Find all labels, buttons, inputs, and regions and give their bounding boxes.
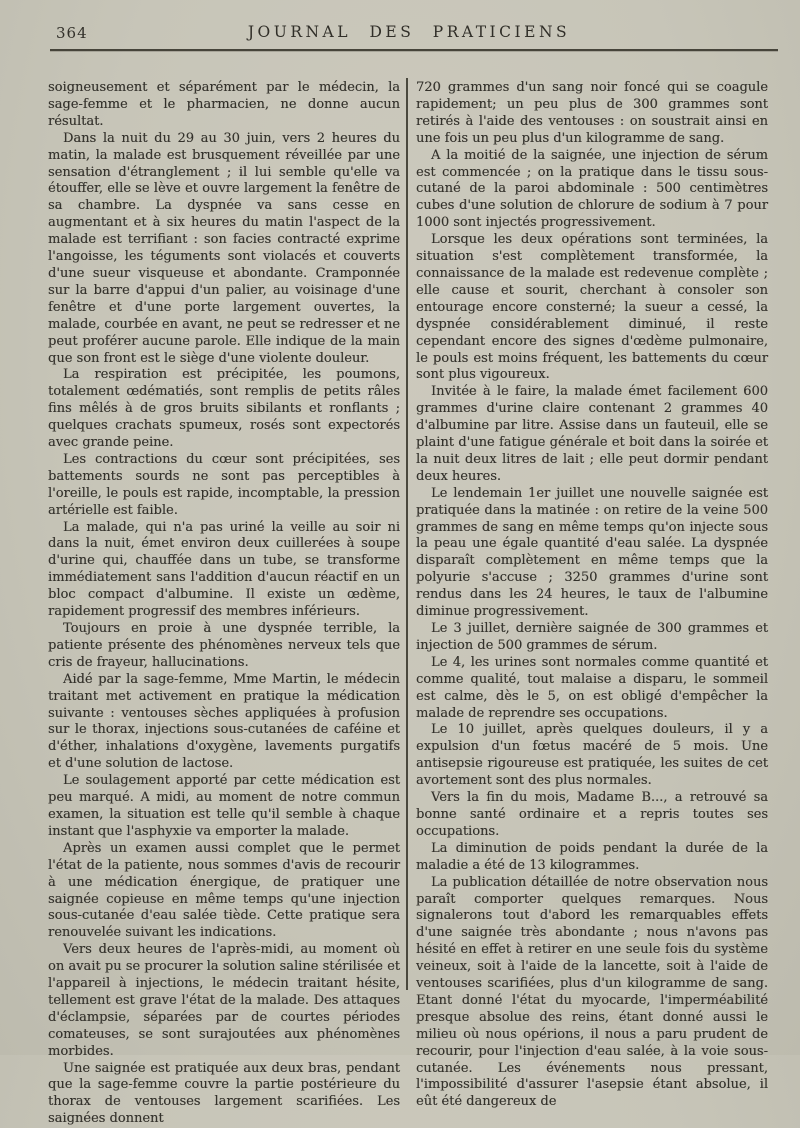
- paragraph: La respiration est précipitée, les poumons, totalement œdématiés, sont remplis de petits râles fins mêlés à de gros bruits sibilants et ronflants ; quelques crachats spumeux, rosés sont expectorés avec grande peine.: [48, 367, 400, 451]
- journal-title: JOURNAL DES PRATICIENS: [247, 23, 571, 41]
- right-column: [416, 80, 768, 1111]
- left-column: [48, 80, 400, 1128]
- paragraph: Après un examen aussi complet que le permet l'état de la patiente, nous sommes d'avis de recourir à une médication énergique, de pratiquer une saignée copieuse en même temps qu'une injection sous-cutanée d'eau salée tiède. Cette pratique sera renouvelée suivant les indications.: [48, 840, 400, 941]
- paragraph: Le 10 juillet, après quelques douleurs, il y a expulsion d'un fœtus macéré de 5 mois. Une antisepsie rigoureuse est pratiquée, les suites de cet avortement sont des plus normales.: [416, 722, 768, 789]
- page-header: [48, 22, 770, 44]
- paragraph: Les contractions du cœur sont précipitées, ses battements sourds ne sont pas perceptibles à l'oreille, le pouls est rapide, incomptable, la pression artérielle est faible.: [48, 451, 400, 518]
- paragraph: soigneusement et séparément par le médecin, la sage-femme et le pharmacien, ne donne aucun résultat.: [48, 80, 400, 129]
- paragraph: 720 grammes d'un sang noir foncé qui se coagule rapidement; un peu plus de 300 grammes sont retirés à l'aide des ventouses : on soustrait ainsi en une fois un peu plus d'un kilogramme de sang.: [416, 80, 768, 146]
- paragraph: Dans la nuit du 29 au 30 juin, vers 2 heures du matin, la malade est brusquement réveillée par une sensation d'étranglement ; il lui semble qu'elle va étouffer, elle se lève et ouvre largement la fenêtre de sa chambre. La dyspnée va sans cesse en augmentant et à six heures du matin l'aspect de la malade est terrifiant : son facies contracté exprime l'angoisse, les téguments sont violacés et couverts d'une sueur visqueuse et abondante. Cramponnée sur la barre d'appui d'un palier, au voisinage d'une fenêtre et d'une porte largement ouvertes, la malade, courbée en avant, ne peut se redresser et ne peut proférer aucune parole. Elle indique de la main que son front est le siège d'une violente douleur.: [48, 130, 400, 366]
- paragraph: Invitée à le faire, la malade émet facilement 600 grammes d'urine claire contenant 2 grammes 40 d'albumine par litre. Assise dans un fauteuil, elle se plaint d'une fatigue générale et boit dans la soirée et la nuit deux litres de lait ; elle peut dormir pendant deux heures.: [416, 384, 768, 484]
- paragraph: Le 3 juillet, dernière saignée de 300 grammes et injection de 500 grammes de sérum.: [416, 621, 768, 653]
- paragraph: La publication détaillée de notre observation nous paraît comporter quelques remarques. Nous signalerons tout d'abord les remarquables effets d'une saignée très abondante ; nous n'avons pas hésité en effet à retirer en une seule fois du système veineux, soit à l'aide de la lancette, soit à l'aide de ventouses scarifiées, plus d'un kilogramme de sang. Etant donné l'état du myocarde, l'imperméabilité presque absolue des reins, étant donné aussi le milieu où nous opérions, il nous a paru prudent de recourir, pour l'injection d'eau salée, à la voie sous-cutanée. Les événements nous pressant, l'impossibilité d'assurer l'asepsie étant absolue, il eût été dangereux de: [416, 874, 768, 1110]
- paragraph: Lorsque les deux opérations sont terminées, la situation s'est complètement transformée, la connaissance de la malade est redevenue complète ; elle cause et sourit, cherchant à consoler son entourage encore consterné; la sueur a cessé, la dyspnée considérablement diminué, il reste cependant encore des signes d'œdème pulmonaire, le pouls est moins fréquent, les battements du cœur sont plus vigoureux.: [416, 232, 768, 383]
- column-divider: [406, 78, 408, 990]
- paragraph: A la moitié de la saignée, une injection de sérum est commencée ; on la pratique dans le tissu sous-cutané de la paroi abdominale : 500 centimètres cubes d'une solution de chlorure de sodium à 7 pour 1000 sont injectés progressivement.: [416, 147, 768, 231]
- page-number: 364: [56, 24, 88, 42]
- paragraph: La diminution de poids pendant la durée de la maladie a été de 13 kilogrammes.: [416, 840, 768, 873]
- paragraph: Vers la fin du mois, Madame B..., a retrouvé sa bonne santé ordinaire et a repris toutes ses occupations.: [416, 790, 768, 839]
- header-rule: [50, 49, 778, 51]
- paragraph: La malade, qui n'a pas uriné la veille au soir ni dans la nuit, émet environ deux cuillerées à soupe d'urine qui, chauffée dans un tube, se transforme immédiatement sans l'addition d'aucun réactif en un bloc compact d'albumine. Il existe un œdème, rapidement progressif des membres inférieurs.: [48, 519, 400, 620]
- paragraph: Toujours en proie à une dyspnée terrible, la patiente présente des phénomènes nerveux tels que cris de frayeur, hallucinations.: [48, 621, 400, 670]
- paragraph: Le lendemain 1er juillet une nouvelle saignée est pratiquée dans la matinée : on retire de la veine 500 grammes de sang en même temps qu'on injecte sous la peau une égale quantité d'eau salée. La dyspnée disparaît complètement en même temps que la polyurie s'accuse ; 3250 grammes d'urine sont rendus dans les 24 heures, le taux de l'albumine diminue progressivement.: [416, 485, 768, 620]
- paragraph: Le 4, les urines sont normales comme quantité et comme qualité, tout malaise a disparu, le sommeil est calme, dès le 5, on est obligé d'empêcher la malade de reprendre ses occupations.: [416, 654, 768, 721]
- paragraph: Le soulagement apporté par cette médication est peu marqué. A midi, au moment de notre commun examen, la situation est telle qu'il semble à chaque instant que l'asphyxie va emporter la malade.: [48, 773, 400, 839]
- paragraph: Vers deux heures de l'après-midi, au moment où on avait pu se procurer la solution saline stérilisée et l'appareil à injections, le médecin traitant hésite, tellement est grave l'état de la malade. Des attaques d'éclampsie, séparées par de courtes périodes comateuses, se sont surajoutées aux phénomènes morbides.: [48, 942, 400, 1059]
- paragraph: Aidé par la sage-femme, Mme Martin, le médecin traitant met activement en pratique la médication suivante : ventouses sèches appliquées à profusion sur le thorax, injections sous-cutanées de caféine et d'éther, inhalations d'oxygène, lavements purgatifs et d'une solution de lactose.: [48, 671, 400, 772]
- paragraph: Une saignée est pratiquée aux deux bras, pendant que la sage-femme couvre la partie postérieure du thorax de ventouses largement scarifiées. Les saignées donnent: [48, 1060, 400, 1127]
